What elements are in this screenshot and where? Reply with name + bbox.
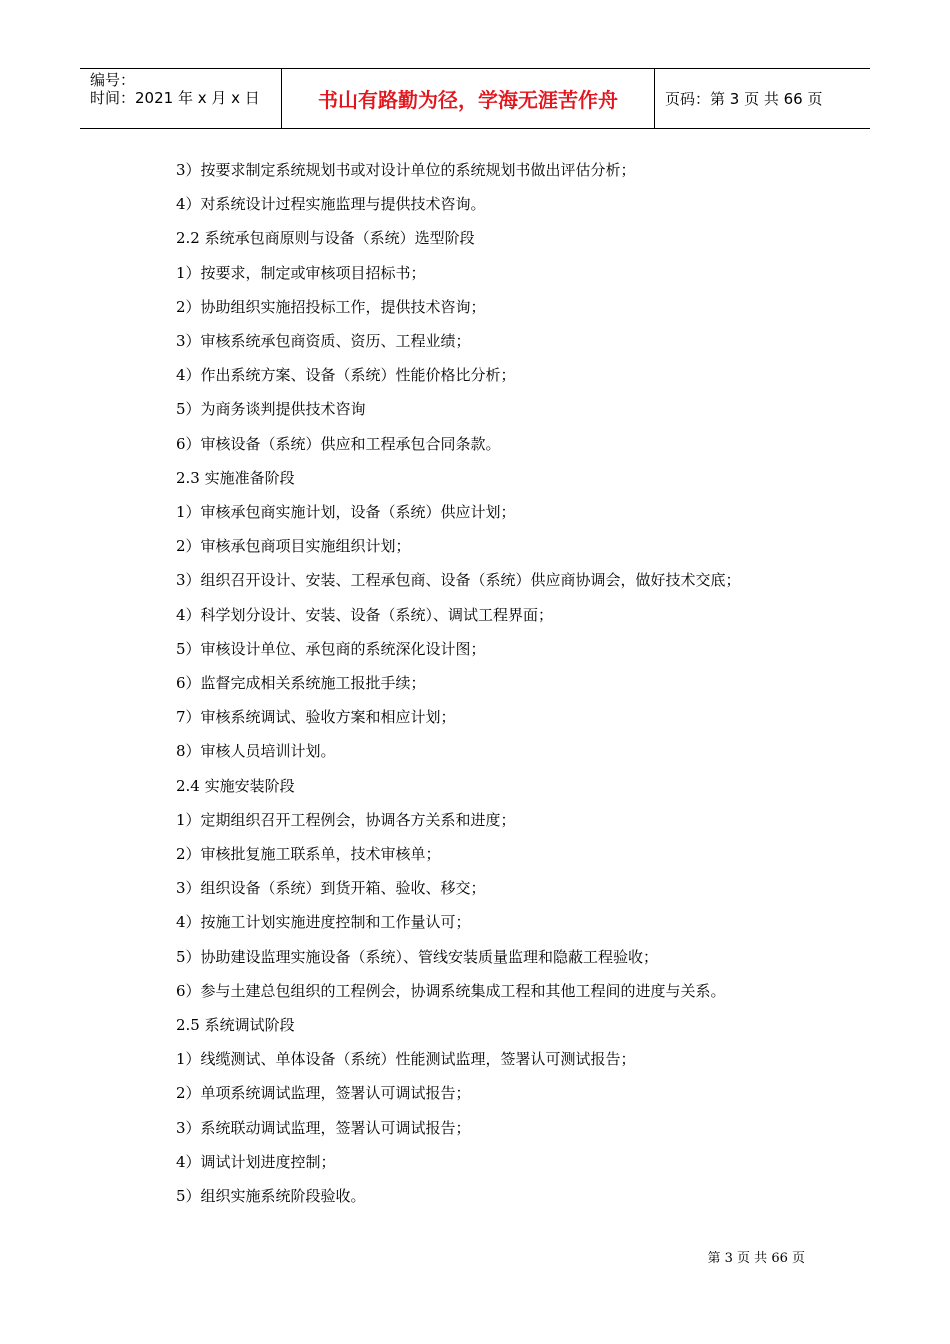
body-line: 3）组织设备（系统）到货开箱、验收、移交； — [176, 879, 486, 898]
body-line: 1）按要求，制定或审核项目招标书； — [176, 263, 426, 282]
document-number-label: 编号： — [90, 71, 136, 89]
page-footer: 第 3 页 共 66 页 — [707, 1251, 805, 1266]
header-meta — [80, 69, 282, 128]
section-heading: 2.3 实施准备阶段 — [176, 468, 295, 487]
section-heading: 2.4 实施安装阶段 — [176, 776, 295, 795]
body-line: 8）审核人员培训计划。 — [176, 742, 336, 761]
body-line: 2）审核批复施工联系单，技术审核单； — [176, 845, 441, 864]
body-line: 6）审核设备（系统）供应和工程承包合同条款。 — [176, 434, 501, 453]
document-body — [176, 153, 816, 1213]
body-line: 4）作出系统方案、设备（系统）性能价格比分析； — [176, 366, 516, 385]
body-line: 5）组织实施系统阶段验收。 — [176, 1187, 366, 1206]
body-line: 5）协助建设监理实施设备（系统）、管线安装质量监理和隐蔽工程验收； — [176, 947, 659, 966]
body-line: 5）为商务谈判提供技术咨询 — [176, 400, 366, 419]
body-line: 5）审核设计单位、承包商的系统深化设计图； — [176, 639, 486, 658]
body-line: 2）单项系统调试监理，签署认可调试报告； — [176, 1084, 471, 1103]
body-line: 4）对系统设计过程实施监理与提供技术咨询。 — [176, 195, 486, 214]
body-line: 3）审核系统承包商资质、资历、工程业绩； — [176, 332, 471, 351]
header-motto: 书山有路勤为径，学海无涯苦作舟 — [282, 69, 655, 128]
body-line: 4）按施工计划实施进度控制和工作量认可； — [176, 913, 471, 932]
header-page-info: 页码：第 3 页 共 66 页 — [665, 90, 823, 108]
body-line: 1）线缆测试、单体设备（系统）性能测试监理，签署认可测试报告； — [176, 1050, 636, 1069]
body-line: 3）按要求制定系统规划书或对设计单位的系统规划书做出评估分析； — [176, 161, 636, 179]
document-time-label: 时间：2021 年 x 月 x 日 — [90, 89, 260, 107]
section-heading: 2.5 系统调试阶段 — [176, 1016, 295, 1035]
body-line: 6）监督完成相关系统施工报批手续； — [176, 674, 426, 693]
body-line: 4）科学划分设计、安装、设备（系统）、调试工程界面； — [176, 605, 554, 624]
body-line: 3）系统联动调试监理，签署认可调试报告； — [176, 1118, 471, 1137]
body-line: 4）调试计划进度控制； — [176, 1152, 336, 1171]
page-header — [80, 68, 870, 129]
body-line: 1）定期组织召开工程例会，协调各方关系和进度； — [176, 810, 516, 829]
body-line: 1）审核承包商实施计划，设备（系统）供应计划； — [176, 503, 516, 522]
body-line: 2）协助组织实施招投标工作，提供技术咨询； — [176, 297, 486, 316]
body-line: 6）参与土建总包组织的工程例会，协调系统集成工程和其他工程间的进度与关系。 — [176, 981, 726, 1000]
body-line: 2）审核承包商项目实施组织计划； — [176, 537, 411, 556]
body-line: 7）审核系统调试、验收方案和相应计划； — [176, 708, 456, 727]
body-line: 3）组织召开设计、安装、工程承包商、设备（系统）供应商协调会，做好技术交底； — [176, 571, 741, 590]
section-heading: 2.2 系统承包商原则与设备（系统）选型阶段 — [176, 229, 475, 248]
